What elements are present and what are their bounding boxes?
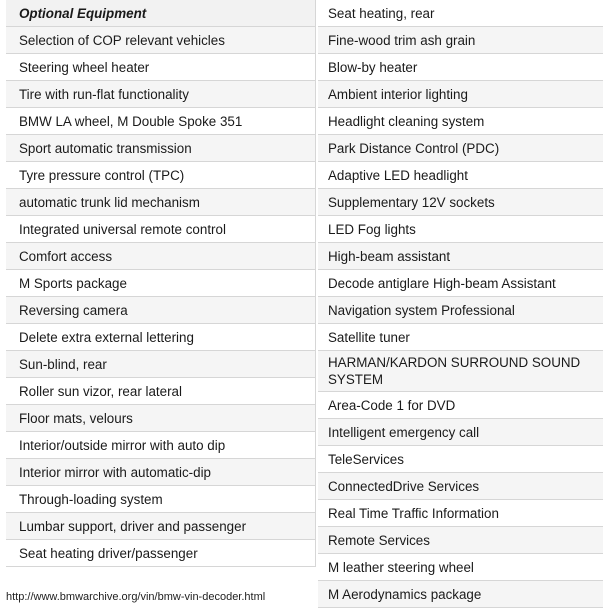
table-row: Sport automatic transmission (6, 135, 316, 162)
table-row: Tire with run-flat functionality (6, 81, 316, 108)
table-row: Through-loading system (6, 486, 316, 513)
table-row: ConnectedDrive Services (318, 473, 603, 500)
table-row: Area-Code 1 for DVD (318, 392, 603, 419)
table-row: Supplementary 12V sockets (318, 189, 603, 216)
table-row: Interior mirror with automatic-dip (6, 459, 316, 486)
table-row: Remote Services (318, 527, 603, 554)
source-url: http://www.bmwarchive.org/vin/bmw-vin-decoder.html (6, 586, 316, 614)
table-row: Adaptive LED headlight (318, 162, 603, 189)
table-row: Blow-by heater (318, 54, 603, 81)
table-row: BMW LA wheel, M Double Spoke 351 (6, 108, 316, 135)
left-column (6, 0, 316, 567)
table-row: M leather steering wheel (318, 554, 603, 581)
right-column (318, 0, 603, 608)
table-row: Ambient interior lighting (318, 81, 603, 108)
table-row: Decode antiglare High-beam Assistant (318, 270, 603, 297)
table-row: Navigation system Professional (318, 297, 603, 324)
table-header: Optional Equipment (6, 0, 316, 27)
table-row: Delete extra external lettering (6, 324, 316, 351)
table-row: Satellite tuner (318, 324, 603, 351)
table-row: automatic trunk lid mechanism (6, 189, 316, 216)
table-row: Selection of COP relevant vehicles (6, 27, 316, 54)
table-row: Fine-wood trim ash grain (318, 27, 603, 54)
table-row: TeleServices (318, 446, 603, 473)
table-row: Tyre pressure control (TPC) (6, 162, 316, 189)
table-row: Reversing camera (6, 297, 316, 324)
table-row: M Sports package (6, 270, 316, 297)
table-row: M Aerodynamics package (318, 581, 603, 608)
table-row: HARMAN/KARDON SURROUND SOUND SYSTEM (318, 351, 603, 392)
table-row: Steering wheel heater (6, 54, 316, 81)
table-row: Sun-blind, rear (6, 351, 316, 378)
table-row: Floor mats, velours (6, 405, 316, 432)
table-row: Lumbar support, driver and passenger (6, 513, 316, 540)
table-row: Headlight cleaning system (318, 108, 603, 135)
table-row: Intelligent emergency call (318, 419, 603, 446)
table-row: Real Time Traffic Information (318, 500, 603, 527)
table-row: Seat heating, rear (318, 0, 603, 27)
table-row: Integrated universal remote control (6, 216, 316, 243)
table-row: Interior/outside mirror with auto dip (6, 432, 316, 459)
table-row: Roller sun vizor, rear lateral (6, 378, 316, 405)
table-row: High-beam assistant (318, 243, 603, 270)
table-row: Seat heating driver/passenger (6, 540, 316, 567)
table-row: Comfort access (6, 243, 316, 270)
table-row: Park Distance Control (PDC) (318, 135, 603, 162)
table-row: LED Fog lights (318, 216, 603, 243)
